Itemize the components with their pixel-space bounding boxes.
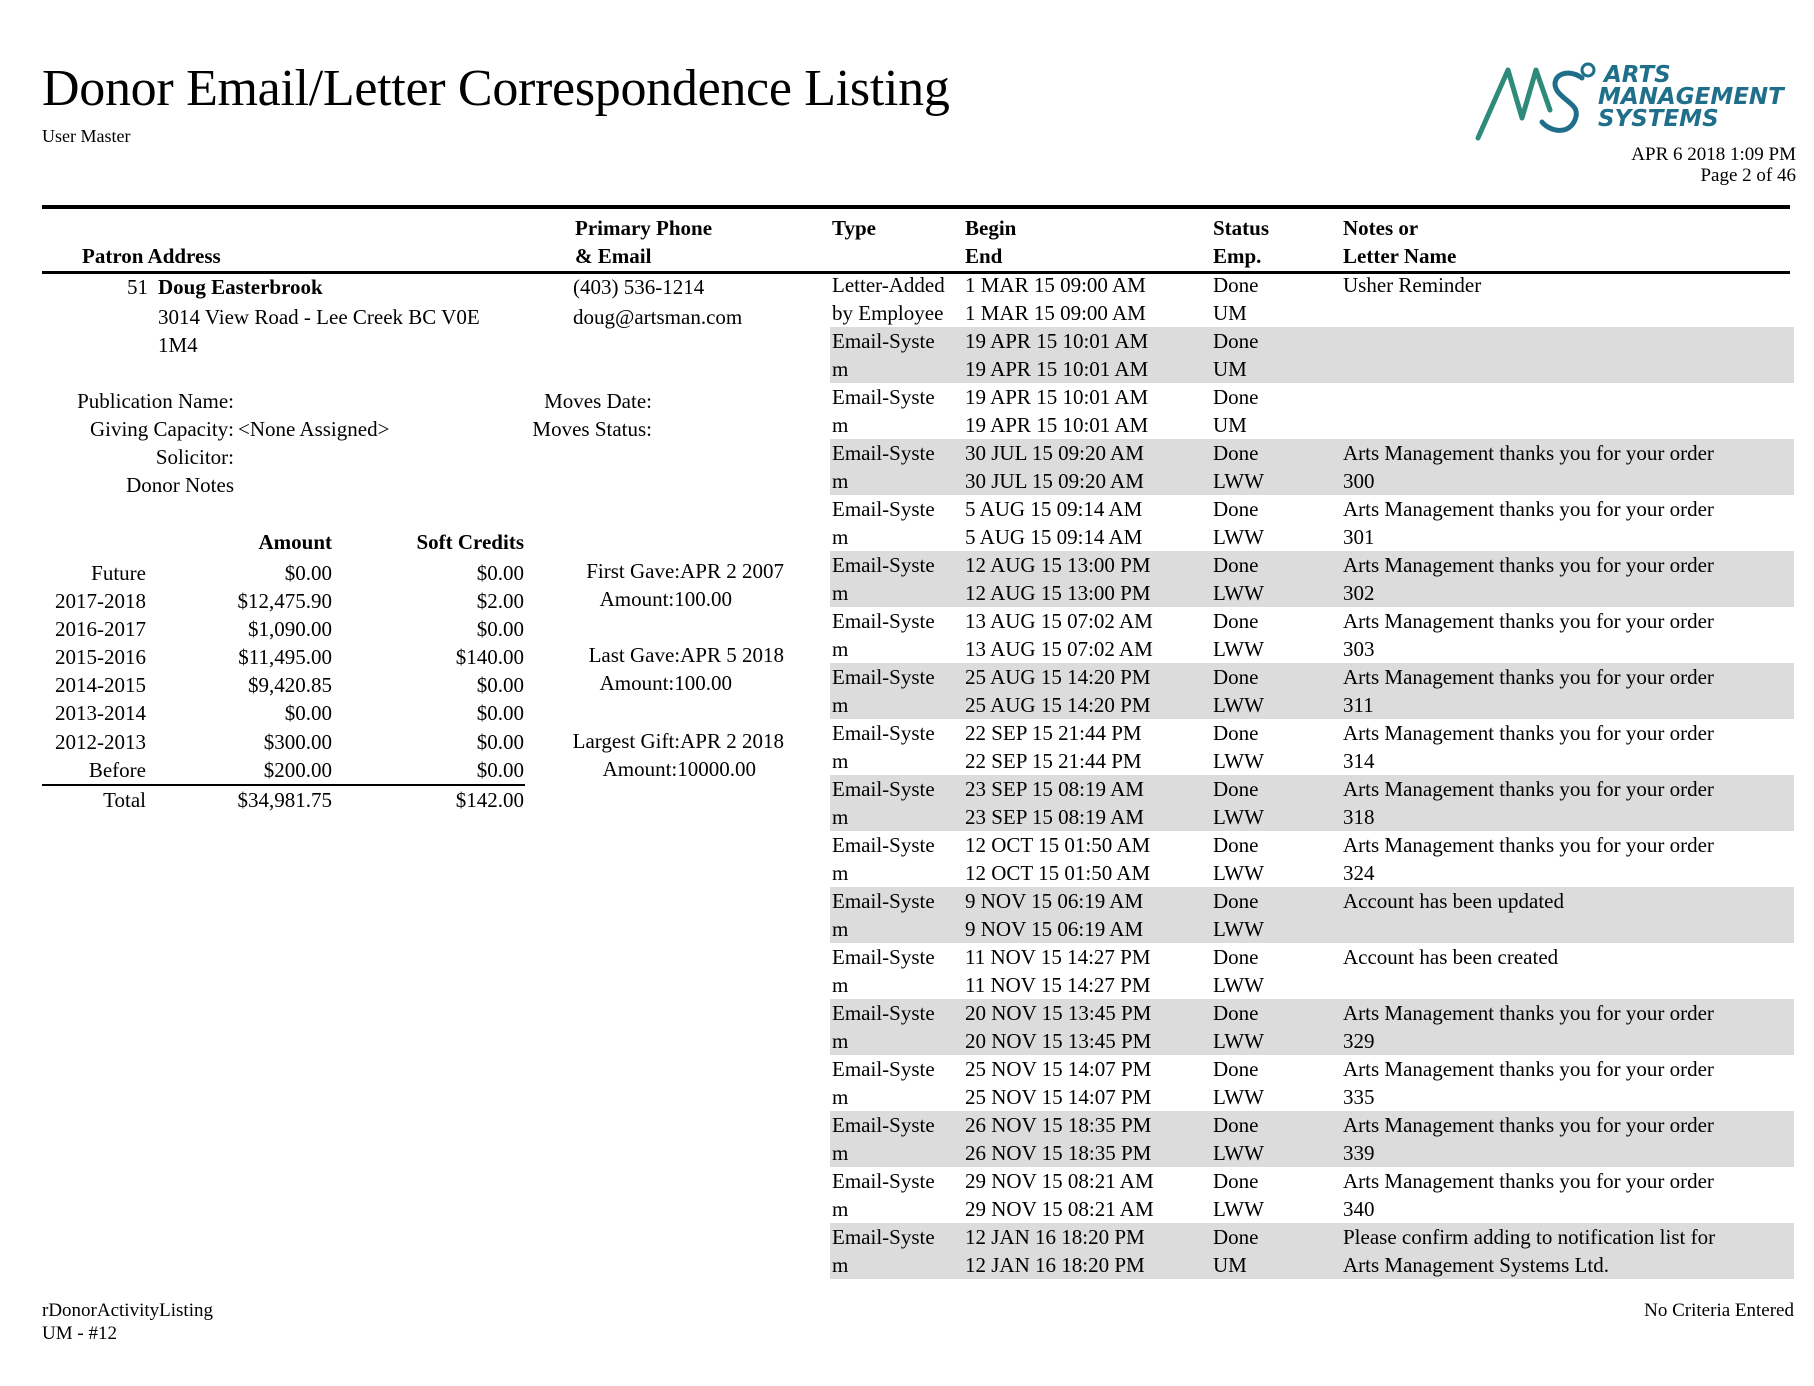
- activity-employee: LWW: [1213, 1029, 1264, 1053]
- activity-type-cont: m: [832, 637, 849, 661]
- giving-amount: $11,495.00: [238, 645, 332, 669]
- footer-report-name: rDonorActivityListing: [42, 1300, 213, 1321]
- activity-row: [830, 607, 1794, 663]
- activity-note: Arts Management thanks you for your order: [1343, 1169, 1714, 1193]
- first-gave-amount: Amount:100.00: [599, 587, 732, 611]
- activity-row: [830, 999, 1794, 1055]
- activity-note-cont: 302: [1343, 581, 1375, 605]
- activity-row: [830, 663, 1794, 719]
- activity-type-cont: m: [832, 1253, 849, 1277]
- activity-begin: 30 JUL 15 09:20 AM: [965, 441, 1144, 465]
- activity-note: Arts Management thanks you for your order: [1343, 441, 1714, 465]
- activity-type-cont: m: [832, 1197, 849, 1221]
- activity-type: Email-Syste: [832, 889, 935, 913]
- giving-period: Before: [88, 758, 146, 782]
- activity-row: [830, 327, 1794, 383]
- page-number: Page 2 of 46: [1700, 165, 1796, 186]
- activity-note: Arts Management thanks you for your order: [1343, 1057, 1714, 1081]
- patron-name: Doug Easterbrook: [158, 275, 323, 299]
- activity-type: Email-Syste: [832, 665, 935, 689]
- giving-amount: $12,475.90: [237, 589, 332, 613]
- activity-list: [830, 271, 1794, 1279]
- activity-type: Email-Syste: [832, 1225, 935, 1249]
- activity-status: Done: [1213, 329, 1259, 353]
- activity-type: Letter-Added: [832, 273, 945, 297]
- activity-note: Account has been updated: [1343, 889, 1565, 913]
- giving-soft: $2.00: [476, 589, 524, 613]
- activity-type-cont: m: [832, 1141, 849, 1165]
- activity-type-cont: m: [832, 357, 849, 381]
- activity-employee: UM: [1213, 301, 1247, 325]
- activity-note-cont: 339: [1343, 1141, 1375, 1165]
- giving-period: 2017-2018: [55, 589, 146, 613]
- activity-end: 11 NOV 15 14:27 PM: [965, 973, 1151, 997]
- last-gave: Last Gave:APR 5 2018: [588, 643, 784, 667]
- activity-status: Done: [1213, 1001, 1259, 1025]
- activity-type: Email-Syste: [832, 609, 935, 633]
- patron-email: doug@artsman.com: [573, 305, 743, 329]
- last-gave-amount: Amount:100.00: [599, 671, 732, 695]
- giving-amount: $0.00: [284, 561, 332, 585]
- header-rule: [42, 205, 1790, 209]
- activity-status: Done: [1213, 1057, 1259, 1081]
- activity-employee: LWW: [1213, 973, 1264, 997]
- activity-note: Arts Management thanks you for your order: [1343, 721, 1714, 745]
- activity-end: 1 MAR 15 09:00 AM: [965, 301, 1146, 325]
- activity-type: Email-Syste: [832, 1001, 935, 1025]
- activity-note: Arts Management thanks you for your order: [1343, 1113, 1714, 1137]
- giving-amount: $1,090.00: [248, 617, 332, 641]
- col-phone-line2: & Email: [575, 244, 652, 268]
- activity-status: Done: [1213, 553, 1259, 577]
- col-notes-line1: Notes or: [1343, 216, 1419, 240]
- giving-soft: $0.00: [476, 730, 524, 754]
- activity-begin: 12 JAN 16 18:20 PM: [965, 1225, 1145, 1249]
- activity-type: Email-Syste: [832, 385, 935, 409]
- activity-status: Done: [1213, 441, 1259, 465]
- activity-row: [830, 1111, 1794, 1167]
- activity-end: 12 AUG 15 13:00 PM: [965, 581, 1151, 605]
- activity-type-cont: m: [832, 1029, 849, 1053]
- activity-end: 25 NOV 15 14:07 PM: [965, 1085, 1152, 1109]
- activity-row: [830, 831, 1794, 887]
- activity-begin: 23 SEP 15 08:19 AM: [965, 777, 1144, 801]
- activity-end: 19 APR 15 10:01 AM: [965, 357, 1149, 381]
- activity-type: Email-Syste: [832, 441, 935, 465]
- activity-type-cont: m: [832, 1085, 849, 1109]
- patron-phone: (403) 536-1214: [573, 275, 705, 299]
- activity-status: Done: [1213, 609, 1259, 633]
- activity-status: Done: [1213, 1113, 1259, 1137]
- activity-status: Done: [1213, 945, 1259, 969]
- activity-end: 30 JUL 15 09:20 AM: [965, 469, 1144, 493]
- activity-type-cont: m: [832, 749, 849, 773]
- activity-end: 26 NOV 15 18:35 PM: [965, 1141, 1152, 1165]
- activity-employee: LWW: [1213, 917, 1264, 941]
- activity-employee: LWW: [1213, 861, 1264, 885]
- publication-label: Publication Name:: [77, 389, 234, 413]
- col-begin: Begin: [965, 216, 1017, 240]
- patron-address-line1: 3014 View Road - Lee Creek BC V0E: [158, 305, 480, 329]
- first-gave: First Gave:APR 2 2007: [586, 559, 784, 583]
- activity-note: Usher Reminder: [1343, 273, 1482, 297]
- activity-employee: LWW: [1213, 637, 1264, 661]
- activity-employee: LWW: [1213, 1085, 1264, 1109]
- activity-type-cont: m: [832, 581, 849, 605]
- activity-type-cont: m: [832, 805, 849, 829]
- activity-note: Arts Management thanks you for your order: [1343, 833, 1714, 857]
- activity-note: Arts Management thanks you for your order: [1343, 1001, 1714, 1025]
- logo-line3: SYSTEMS: [1598, 106, 1719, 132]
- activity-note-cont: 300: [1343, 469, 1375, 493]
- activity-end: 12 OCT 15 01:50 AM: [965, 861, 1151, 885]
- activity-row: [830, 439, 1794, 495]
- activity-employee: LWW: [1213, 581, 1264, 605]
- activity-note: Please confirm adding to notification list for: [1343, 1225, 1716, 1249]
- activity-begin: 19 APR 15 10:01 AM: [965, 329, 1149, 353]
- giving-soft: $0.00: [476, 673, 524, 697]
- activity-row: [830, 551, 1794, 607]
- activity-begin: 25 AUG 15 14:20 PM: [965, 665, 1151, 689]
- giving-period: 2013-2014: [55, 701, 146, 725]
- giving-total-soft: $142.00: [455, 788, 524, 812]
- activity-employee: LWW: [1213, 1197, 1264, 1221]
- logo-line1: ARTS: [1604, 62, 1671, 88]
- giving-total-amount: $34,981.75: [237, 788, 332, 812]
- ams-logo-icon: [1470, 58, 1800, 150]
- activity-type-cont: m: [832, 413, 849, 437]
- activity-note: Arts Management thanks you for your order: [1343, 553, 1714, 577]
- activity-status: Done: [1213, 721, 1259, 745]
- donor-notes-label: Donor Notes: [126, 473, 234, 497]
- activity-note-cont: 318: [1343, 805, 1375, 829]
- activity-note: Arts Management thanks you for your order: [1343, 497, 1714, 521]
- activity-note-cont: 329: [1343, 1029, 1375, 1053]
- giving-period: 2016-2017: [55, 617, 146, 641]
- activity-status: Done: [1213, 385, 1259, 409]
- activity-end: 25 AUG 15 14:20 PM: [965, 693, 1151, 717]
- activity-type-cont: by Employee: [832, 301, 944, 325]
- activity-type: Email-Syste: [832, 777, 935, 801]
- activity-type: Email-Syste: [832, 721, 935, 745]
- activity-begin: 29 NOV 15 08:21 AM: [965, 1169, 1154, 1193]
- col-type: Type: [832, 216, 876, 240]
- activity-begin: 20 NOV 15 13:45 PM: [965, 1001, 1152, 1025]
- col-end: End: [965, 244, 1003, 268]
- activity-type: Email-Syste: [832, 833, 935, 857]
- activity-type: Email-Syste: [832, 553, 935, 577]
- giving-capacity-label: Giving Capacity:: [89, 417, 234, 441]
- giving-amount: $9,420.85: [248, 673, 332, 697]
- giving-soft-header: Soft Credits: [416, 530, 524, 554]
- footer-report-code: UM - #12: [42, 1323, 117, 1344]
- activity-end: 20 NOV 15 13:45 PM: [965, 1029, 1152, 1053]
- activity-end: 5 AUG 15 09:14 AM: [965, 525, 1143, 549]
- activity-type: Email-Syste: [832, 945, 935, 969]
- activity-type: Email-Syste: [832, 1057, 935, 1081]
- giving-soft: $0.00: [476, 701, 524, 725]
- activity-status: Done: [1213, 1225, 1259, 1249]
- activity-begin: 22 SEP 15 21:44 PM: [965, 721, 1142, 745]
- activity-employee: UM: [1213, 357, 1247, 381]
- activity-type-cont: m: [832, 861, 849, 885]
- activity-type-cont: m: [832, 469, 849, 493]
- activity-row: [830, 719, 1794, 775]
- giving-soft: $0.00: [476, 758, 524, 782]
- largest-gift-amount: Amount:10000.00: [602, 757, 756, 781]
- activity-type: Email-Syste: [832, 329, 935, 353]
- activity-employee: LWW: [1213, 749, 1264, 773]
- giving-amount: $0.00: [284, 701, 332, 725]
- activity-end: 9 NOV 15 06:19 AM: [965, 917, 1144, 941]
- activity-begin: 12 AUG 15 13:00 PM: [965, 553, 1151, 577]
- activity-employee: UM: [1213, 1253, 1247, 1277]
- activity-note-cont: 303: [1343, 637, 1375, 661]
- patron-address-line2: 1M4: [158, 333, 198, 357]
- footer-criteria: No Criteria Entered: [1644, 1300, 1794, 1321]
- giving-period: 2015-2016: [55, 645, 146, 669]
- activity-type: Email-Syste: [832, 497, 935, 521]
- activity-note: Arts Management thanks you for your order: [1343, 665, 1714, 689]
- largest-gift: Largest Gift:APR 2 2018: [572, 729, 784, 753]
- report-date: APR 6 2018 1:09 PM: [1631, 144, 1796, 165]
- activity-note: Arts Management thanks you for your order: [1343, 777, 1714, 801]
- activity-end: 23 SEP 15 08:19 AM: [965, 805, 1144, 829]
- activity-type: Email-Syste: [832, 1113, 935, 1137]
- giving-amount: $200.00: [263, 758, 332, 782]
- activity-end: 19 APR 15 10:01 AM: [965, 413, 1149, 437]
- activity-note: Account has been created: [1343, 945, 1559, 969]
- activity-type-cont: m: [832, 917, 849, 941]
- giving-total-label: Total: [103, 788, 146, 812]
- activity-note-cont: 311: [1343, 693, 1374, 717]
- activity-status: Done: [1213, 1169, 1259, 1193]
- activity-note-cont: 324: [1343, 861, 1375, 885]
- activity-row: [830, 775, 1794, 831]
- activity-status: Done: [1213, 497, 1259, 521]
- ams-logo: [1470, 58, 1800, 150]
- activity-begin: 13 AUG 15 07:02 AM: [965, 609, 1153, 633]
- logo-line2: MANAGEMENT: [1598, 84, 1784, 110]
- activity-note-cont: 335: [1343, 1085, 1375, 1109]
- activity-employee: LWW: [1213, 469, 1264, 493]
- activity-note-cont: 314: [1343, 749, 1375, 773]
- activity-row: [830, 271, 1794, 327]
- giving-capacity-value: <None Assigned>: [238, 417, 390, 441]
- activity-note: Arts Management thanks you for your order: [1343, 609, 1714, 633]
- col-status: Status: [1213, 216, 1270, 240]
- activity-employee: LWW: [1213, 1141, 1264, 1165]
- giving-amount-header: Amount: [258, 530, 332, 554]
- report-title: Donor Email/Letter Correspondence Listing: [42, 60, 950, 117]
- giving-period: 2014-2015: [55, 673, 146, 697]
- activity-row: [830, 1167, 1794, 1223]
- activity-row: [830, 495, 1794, 551]
- moves-status-label: Moves Status:: [532, 417, 652, 441]
- activity-begin: 9 NOV 15 06:19 AM: [965, 889, 1144, 913]
- col-patron-address: Patron Address: [82, 244, 221, 268]
- col-emp: Emp.: [1213, 244, 1262, 268]
- activity-begin: 5 AUG 15 09:14 AM: [965, 497, 1143, 521]
- activity-type: Email-Syste: [832, 1169, 935, 1193]
- activity-type-cont: m: [832, 693, 849, 717]
- activity-end: 29 NOV 15 08:21 AM: [965, 1197, 1154, 1221]
- activity-end: 12 JAN 16 18:20 PM: [965, 1253, 1145, 1277]
- col-phone-line1: Primary Phone: [575, 216, 713, 240]
- activity-status: Done: [1213, 889, 1259, 913]
- activity-employee: LWW: [1213, 525, 1264, 549]
- activity-employee: LWW: [1213, 805, 1264, 829]
- activity-row: [830, 887, 1794, 943]
- activity-begin: 12 OCT 15 01:50 AM: [965, 833, 1151, 857]
- giving-soft: $0.00: [476, 561, 524, 585]
- activity-row: [830, 943, 1794, 999]
- activity-begin: 26 NOV 15 18:35 PM: [965, 1113, 1152, 1137]
- activity-begin: 11 NOV 15 14:27 PM: [965, 945, 1151, 969]
- activity-status: Done: [1213, 777, 1259, 801]
- activity-employee: UM: [1213, 413, 1247, 437]
- moves-date-label: Moves Date:: [544, 389, 652, 413]
- activity-note-cont: Arts Management Systems Ltd.: [1343, 1253, 1609, 1277]
- patron-number: 51: [127, 275, 148, 299]
- activity-begin: 25 NOV 15 14:07 PM: [965, 1057, 1152, 1081]
- report-subtitle: User Master: [42, 126, 131, 146]
- activity-status: Done: [1213, 273, 1259, 297]
- giving-soft: $0.00: [476, 617, 524, 641]
- activity-row: [830, 383, 1794, 439]
- activity-note-cont: 301: [1343, 525, 1375, 549]
- giving-amount: $300.00: [263, 730, 332, 754]
- solicitor-label: Solicitor:: [155, 445, 234, 469]
- activity-status: Done: [1213, 665, 1259, 689]
- col-notes-line2: Letter Name: [1343, 244, 1457, 268]
- activity-row: [830, 1223, 1794, 1279]
- activity-type-cont: m: [832, 525, 849, 549]
- activity-status: Done: [1213, 833, 1259, 857]
- activity-end: 22 SEP 15 21:44 PM: [965, 749, 1142, 773]
- activity-begin: 1 MAR 15 09:00 AM: [965, 273, 1146, 297]
- giving-period: Future: [91, 561, 146, 585]
- giving-period: 2012-2013: [55, 730, 146, 754]
- activity-employee: LWW: [1213, 693, 1264, 717]
- activity-type-cont: m: [832, 973, 849, 997]
- activity-note-cont: 340: [1343, 1197, 1375, 1221]
- activity-row: [830, 1055, 1794, 1111]
- giving-soft: $140.00: [455, 645, 524, 669]
- activity-end: 13 AUG 15 07:02 AM: [965, 637, 1153, 661]
- activity-begin: 19 APR 15 10:01 AM: [965, 385, 1149, 409]
